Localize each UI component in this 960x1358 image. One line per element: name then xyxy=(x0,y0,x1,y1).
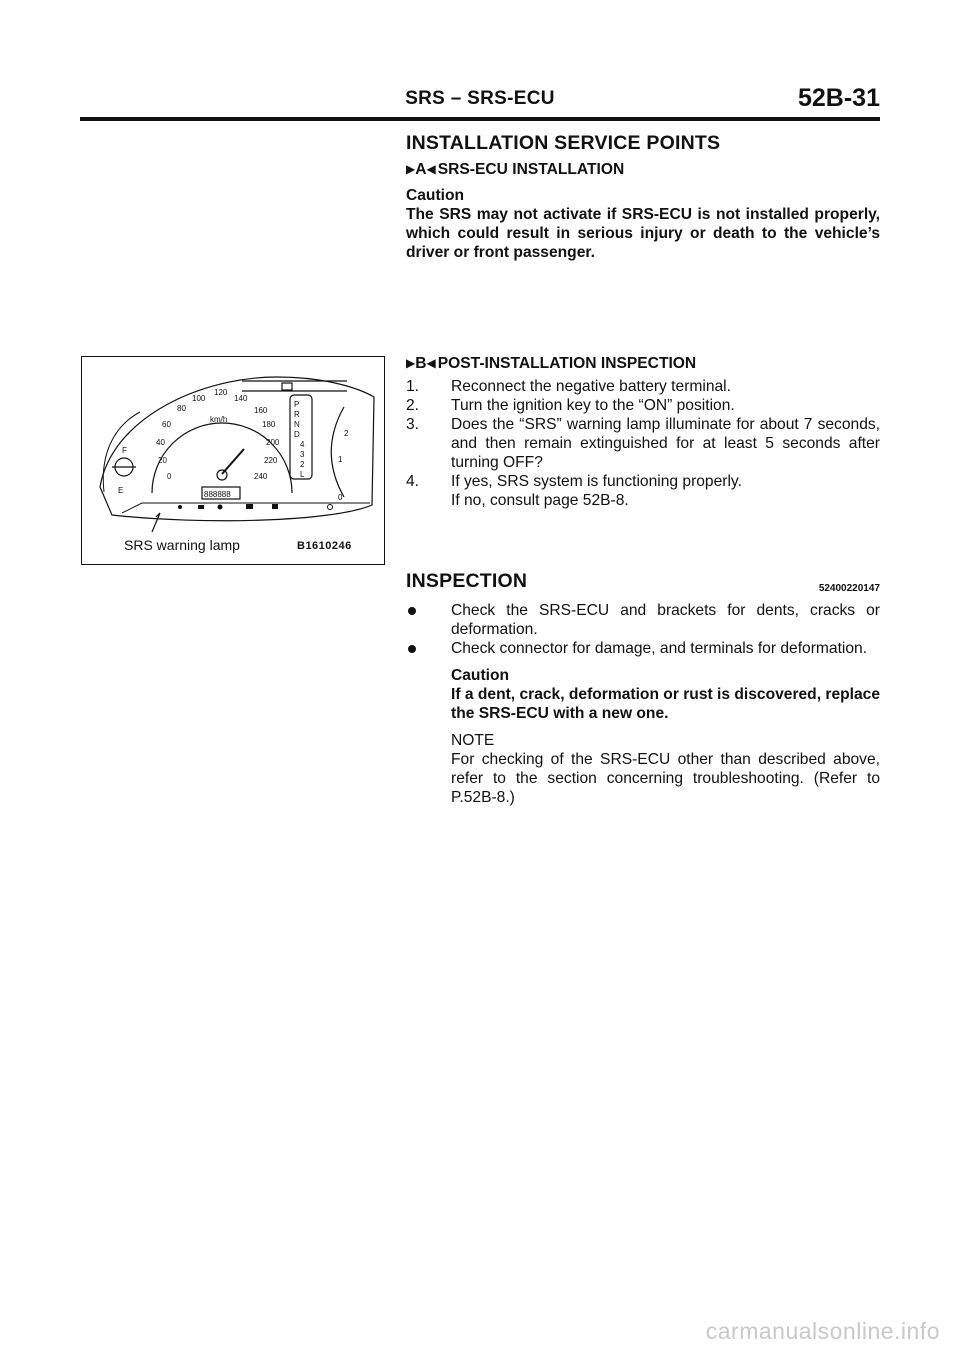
srs-ecu-installation-subheading xyxy=(406,160,880,179)
caution-label: Caution xyxy=(451,667,510,684)
inspection-section xyxy=(406,572,880,807)
srs-lamp-icon xyxy=(198,505,204,509)
subheading-text: SRS-ECU INSTALLATION xyxy=(437,161,625,178)
bullet-item: Check connector for damage, and terminals for deformation. xyxy=(406,639,880,658)
figure-caption: SRS warning lamp xyxy=(124,537,240,553)
caution-text: The SRS may not activate if SRS-ECU is not installed properly, which could result in serious injury or death to the vehicle’s driver or front passenger. xyxy=(406,206,880,261)
sub-marker: B xyxy=(415,355,427,372)
step-item: 2. Turn the ignition key to the “ON” position. xyxy=(406,397,735,414)
warning-lamp-icon xyxy=(178,505,182,509)
left-triangle-icon: ◀ xyxy=(426,162,436,176)
gear-letter: P xyxy=(294,400,300,409)
speed-tick-label: 80 xyxy=(177,404,186,413)
right-triangle-icon: ▶ xyxy=(406,356,416,370)
bullet-item: Check the SRS-ECU and brackets for dents, cracks or deformation. xyxy=(406,601,880,639)
speed-tick-label: 120 xyxy=(214,388,228,397)
installation-section xyxy=(406,134,880,262)
speed-unit-label: km/h xyxy=(210,415,228,424)
sub-marker: A xyxy=(415,161,427,178)
speed-tick-label: 140 xyxy=(234,394,248,403)
tach-tick-label: 0 xyxy=(338,493,343,502)
right-triangle-icon: ▶ xyxy=(406,162,416,176)
bullet-icon xyxy=(408,645,416,653)
post-installation-section xyxy=(406,354,880,510)
fuel-letter: E xyxy=(118,486,124,495)
header-rule xyxy=(80,117,880,121)
tach-tick-label: 2 xyxy=(344,429,349,438)
note-label: NOTE xyxy=(451,732,495,749)
inspection-heading: INSPECTION xyxy=(406,570,528,592)
speed-tick-label: 20 xyxy=(158,456,167,465)
tach-tick-label: 1 xyxy=(338,455,343,464)
gear-letter: 3 xyxy=(300,450,305,459)
instrument-cluster-drawing xyxy=(82,357,384,564)
step-item: 1. Reconnect the negative battery terminal. xyxy=(406,378,731,395)
subheading-text: POST-INSTALLATION INSPECTION xyxy=(437,355,697,372)
left-triangle-icon: ◀ xyxy=(426,356,436,370)
speed-tick-label: 0 xyxy=(167,472,172,481)
note-text: For checking of the SRS-ECU other than described above, refer to the section concerning troubleshooting. (Refer to P.52B-8.) xyxy=(451,751,880,806)
warning-lamp-icon xyxy=(218,505,223,510)
speed-tick-label: 60 xyxy=(162,420,171,429)
gear-letter: 2 xyxy=(300,460,305,469)
gear-letter: 4 xyxy=(300,440,305,449)
page-header xyxy=(80,86,880,120)
installation-heading: INSTALLATION SERVICE POINTS xyxy=(406,132,721,154)
step-item: 3. Does the “SRS” warning lamp illuminate for about 7 seconds, and then remain extinguished for at least 5 seconds after turning OFF? xyxy=(406,416,880,471)
section-title: SRS – SRS-ECU xyxy=(405,88,555,109)
speed-tick-label: 180 xyxy=(262,420,276,429)
speed-tick-label: 240 xyxy=(254,472,268,481)
gear-letter: N xyxy=(294,420,300,429)
inspection-code: 52400220147 xyxy=(818,583,880,594)
fuel-letter: F xyxy=(122,446,127,455)
speed-tick-label: 100 xyxy=(192,394,206,403)
inspection-note xyxy=(406,731,880,807)
page-number: 52B-31 xyxy=(798,84,880,112)
speed-tick-label: 160 xyxy=(254,406,268,415)
figure-code: B1610246 xyxy=(297,540,352,552)
step-item: 4. If yes, SRS system is functioning properly. If no, consult page 52B-8. xyxy=(406,473,742,509)
bullet-icon xyxy=(408,607,416,615)
speed-tick-label: 220 xyxy=(264,456,278,465)
warning-lamp-icon xyxy=(246,504,253,509)
gear-letter: L xyxy=(300,470,305,479)
caution-text: If a dent, crack, deformation or rust is discovered, replace the SRS-ECU with a new one. xyxy=(451,686,880,722)
gear-letter: R xyxy=(294,410,300,419)
inspection-caution xyxy=(406,666,880,723)
speed-tick-label: 40 xyxy=(156,438,165,447)
inspection-bullets xyxy=(406,601,880,658)
inspection-heading-row xyxy=(406,572,880,596)
odometer-readout: 888888 xyxy=(204,490,231,499)
warning-lamp-icon xyxy=(272,504,278,509)
speed-tick-label: 200 xyxy=(266,438,280,447)
instrument-cluster-figure xyxy=(81,356,385,565)
watermark: carmanualsonline.info xyxy=(705,1318,940,1344)
warning-lamp-icon xyxy=(328,505,333,510)
post-installation-subheading xyxy=(406,354,880,373)
inspection-steps xyxy=(406,377,880,510)
caution-label: Caution xyxy=(406,187,465,204)
gear-letter: D xyxy=(294,430,300,439)
